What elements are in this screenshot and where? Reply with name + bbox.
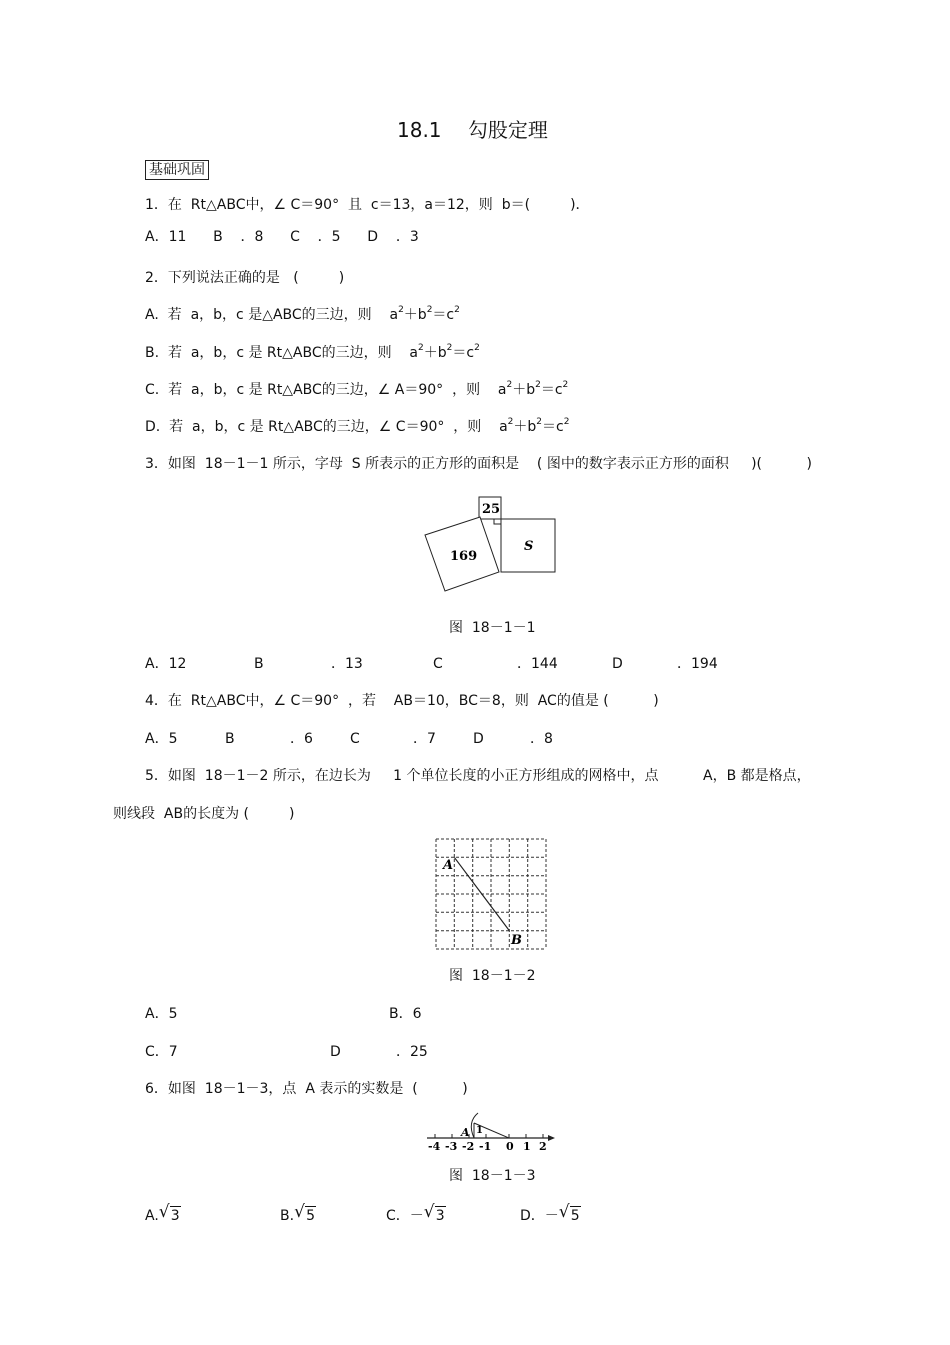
question-6-option-c: C．－ √ 3 [386, 1202, 445, 1224]
label-25: 25 [482, 502, 501, 517]
tick-label: 0 [506, 1140, 514, 1153]
question-5-stem-line-2: 则线段 AB的长度为 ( ) [113, 806, 295, 822]
tick-label: -3 [445, 1140, 458, 1153]
question-3-option-d-value: ．194 [677, 656, 718, 672]
question-5-option-d-letter: D [330, 1044, 341, 1060]
question-4-option-d-letter: D [473, 731, 484, 747]
section-label: 基础巩固 [145, 160, 209, 180]
figure-18-1-2 [432, 836, 550, 952]
question-4-option-b-letter: B [225, 731, 235, 747]
question-2-option-d: D. 若 a，b，c 是 Rt△ABC的三边，∠ C＝90° ，则 $a^2+b^2=c^2$ [145, 417, 570, 435]
question-5-stem-line-1: 5．如图 18－1－2 所示，在边长为 1 个单位长度的小正方形组成的网格中，点 A，B 都是格点， [145, 768, 811, 784]
question-2-stem: 2．下列说法正确的是 ( ) [145, 270, 345, 286]
question-1-stem: 1．在 Rt△ABC中，∠ C＝90° 且 c＝13，a＝12，则 b＝( )． [145, 197, 590, 213]
sqrt-symbol: √ 3 [158, 1202, 180, 1224]
tick-label: -2 [462, 1140, 475, 1153]
point-b-label: B [511, 933, 522, 948]
question-3-option-c-letter: C [433, 656, 443, 672]
figure-18-1-2-caption: 图 18－1－2 [449, 968, 536, 984]
question-4-option-b-value: ．6 [290, 731, 313, 747]
question-3-option-a: A．12 [145, 656, 187, 672]
page-title: 18.1 勾股定理 [397, 118, 548, 142]
figure-18-1-3-caption: 图 18－1－3 [449, 1168, 536, 1184]
question-5-option-b: B．6 [389, 1006, 422, 1022]
question-4-option-d-value: ．8 [530, 731, 553, 747]
figure-18-1-1-caption: 图 18－1－1 [449, 620, 536, 636]
unit-label: 1 [476, 1125, 483, 1136]
right-angle-mark [494, 519, 501, 524]
question-2-option-a: A. 若 a，b，c 是△ABC的三边，则 $a^2+b^2=c^2$ [145, 305, 460, 323]
sqrt-symbol: √ 3 [423, 1202, 445, 1224]
question-5-option-d-value: ．25 [396, 1044, 428, 1060]
question-4-option-c-value: ．7 [413, 731, 436, 747]
question-3-option-b-value: ．13 [331, 656, 363, 672]
question-3-stem: 3．如图 18－1－1 所示，字母 S 所表示的正方形的面积是 ( 图中的数字表示正方形的面积 )( ) [145, 456, 812, 472]
question-3-option-c-value: ．144 [517, 656, 558, 672]
number-line-arrow [548, 1135, 555, 1141]
question-4-option-a: A．5 [145, 731, 178, 747]
question-5-option-a: A．5 [145, 1006, 178, 1022]
sqrt-symbol: √ 5 [294, 1202, 315, 1224]
question-2-option-c: C. 若 a，b，c 是 Rt△ABC的三边，∠ A＝90° ，则 $a^2+b^2=c^2$ [145, 380, 569, 398]
question-3-option-d-letter: D [612, 656, 623, 672]
question-6-option-a: A. √ 3 [145, 1202, 180, 1224]
point-a-label: A [461, 1126, 470, 1139]
question-2-option-b: B. 若 a，b，c 是 Rt△ABC的三边，则 $a^2+b^2=c^2$ [145, 343, 480, 361]
question-6-option-b: B. √ 5 [280, 1202, 315, 1224]
question-1-options: A．11 B ．8 C ．5 D ．3 [145, 229, 419, 245]
question-4-option-c-letter: C [350, 731, 360, 747]
label-169: 169 [450, 549, 478, 564]
tick-label: -4 [428, 1140, 441, 1153]
question-5-option-c: C．7 [145, 1044, 178, 1060]
figure-18-1-1 [420, 494, 560, 596]
sqrt-symbol: √ 5 [558, 1202, 580, 1224]
figure-18-1-3 [425, 1110, 557, 1154]
point-a-label: A [443, 858, 454, 873]
label-s: S [524, 539, 534, 554]
tick-label: -1 [479, 1140, 492, 1153]
dashed-grid [436, 839, 546, 949]
question-4-stem: 4．在 Rt△ABC中，∠ C＝90° ，若 AB＝10，BC＝8，则 AC的值是 ( ) [145, 693, 659, 709]
question-6-stem: 6．如图 18－1－3，点 A 表示的实数是 ( ) [145, 1081, 468, 1097]
question-6-option-d: D．－ √ 5 [520, 1202, 580, 1224]
question-3-option-b-letter: B [254, 656, 264, 672]
tick-label: 2 [539, 1140, 547, 1153]
tick-label: 1 [523, 1140, 531, 1153]
